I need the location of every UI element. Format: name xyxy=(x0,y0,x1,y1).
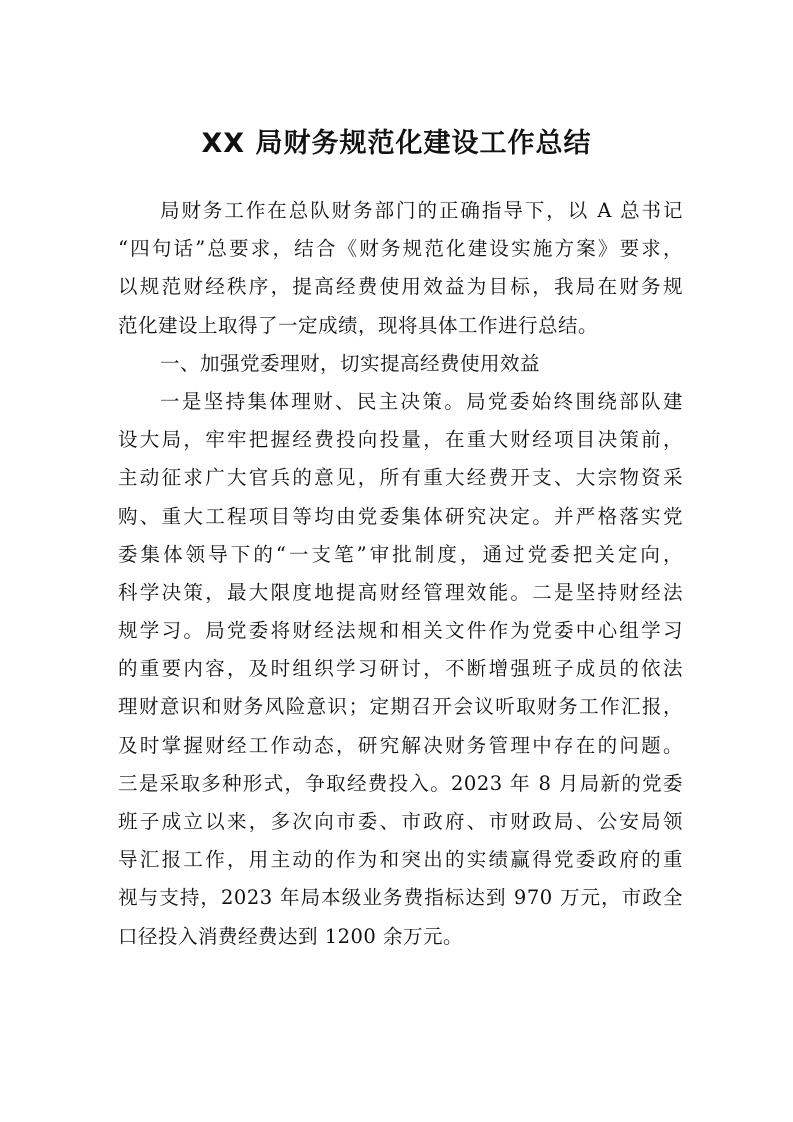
text-line: 班子成立以来，多次向市委、市政府、市财政局、公安局领 xyxy=(118,810,683,833)
text-line: “四句话”总要求，结合《财务规范化建设实施方案》要求， xyxy=(118,237,683,261)
text-line: 的重要内容，及时组织学习研讨，不断增强班子成员的依法 xyxy=(118,657,683,681)
section-heading: 一、加强党委理财，切实提高经费使用效益 xyxy=(160,351,541,375)
document-body xyxy=(118,192,683,956)
text-line: 一是坚持集体理财、民主决策。局党委始终围绕部队建 xyxy=(160,389,683,413)
text-line: 主动征求广大官兵的意见，所有重大经费开支、大宗物资采 xyxy=(118,466,683,490)
text-line: 导汇报工作，用主动的作为和突出的实绩赢得党委政府的重 xyxy=(118,848,683,872)
text-line: 口径投入消费经费达到 1200 余万元。 xyxy=(118,924,464,948)
text-line: 局财务工作在总队财务部门的正确指导下，以 A 总书记 xyxy=(160,199,683,222)
text-line: 范化建设上取得了一定成绩，现将具体工作进行总结。 xyxy=(118,313,599,337)
text-line: 委集体领导下的“一支笔”审批制度，通过党委把关定向， xyxy=(118,542,683,566)
text-line: 设大局，牢牢把握经费投向投量，在重大财经项目决策前， xyxy=(118,428,683,452)
text-line: 规学习。局党委将财经法规和相关文件作为党委中心组学习 xyxy=(118,619,683,643)
text-line: 理财意识和财务风险意识；定期召开会议听取财务工作汇报， xyxy=(118,695,683,719)
document-title: XX 局财务规范化建设工作总结 xyxy=(201,128,592,159)
text-line: 及时掌握财经工作动态，研究解决财务管理中存在的问题。 xyxy=(118,733,683,757)
text-line: 购、重大工程项目等均由党委集体研究决定。并严格落实党 xyxy=(118,504,683,528)
text-line: 以规范财经秩序，提高经费使用效益为目标，我局在财务规 xyxy=(118,275,683,299)
text-line: 三是采取多种形式，争取经费投入。2023 年 8 月局新的党委 xyxy=(118,771,683,795)
text-line: 科学决策，最大限度地提高财经管理效能。二是坚持财经法 xyxy=(118,580,683,604)
text-line: 视与支持，2023 年局本级业务费指标达到 970 万元，市政全 xyxy=(118,886,683,910)
